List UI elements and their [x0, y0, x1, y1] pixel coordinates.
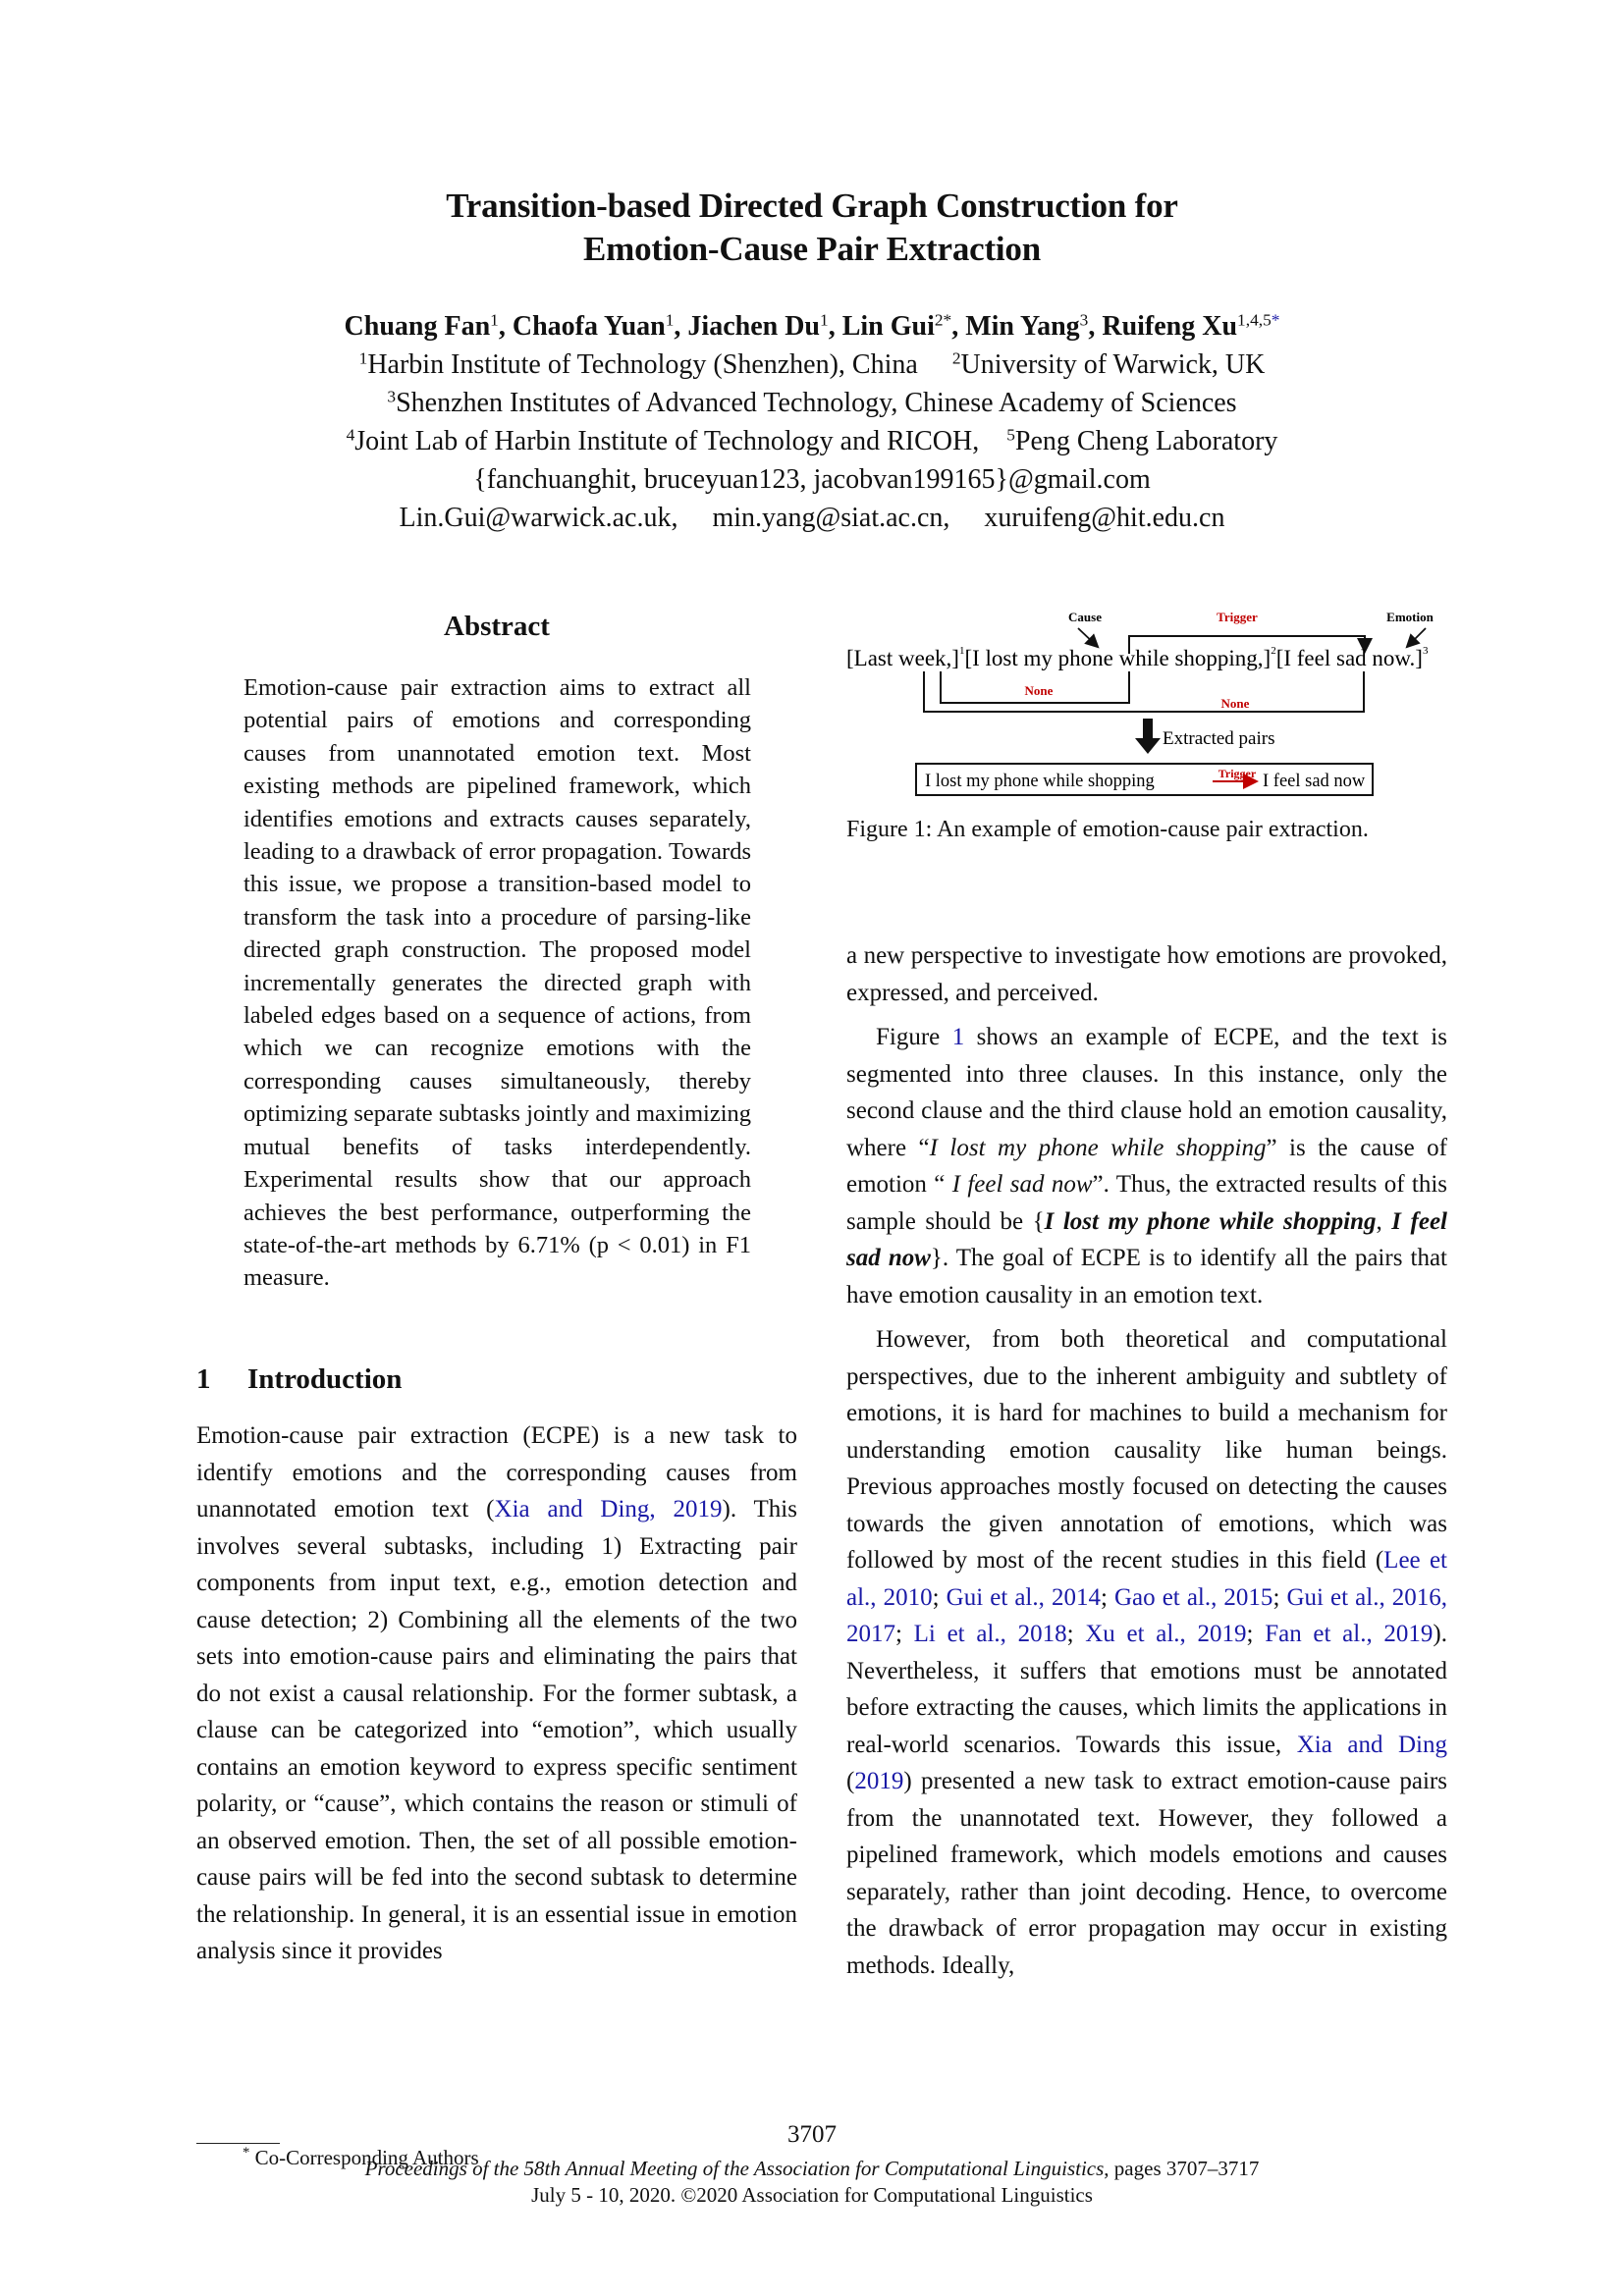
clause-3: [I feel sad now.] [1275, 646, 1423, 670]
affiliation: Shenzhen Institutes of Advanced Technology, Chinese Academy of Sciences [396, 388, 1237, 418]
paper-title [0, 185, 1624, 271]
title-line-1: Transition-based Directed Graph Construction for [446, 187, 1178, 225]
affiliation-mark: 2 [951, 348, 961, 368]
figure-reference-link[interactable]: 1 [951, 1024, 965, 1050]
paragraph-continuation: a new perspective to investigate how emotions are provoked, expressed, and perceived. [846, 942, 1447, 1006]
affiliation-mark: 5 [1006, 425, 1015, 445]
clause-index: 3 [1422, 645, 1429, 657]
right-column-text [846, 937, 1447, 1984]
emotion-label: Emotion [1386, 610, 1434, 624]
affiliation-mark: 4 [346, 425, 355, 445]
none-label-2: None [1220, 696, 1250, 711]
author-affiliation-mark: 1 [665, 310, 675, 330]
cause-arrow [1078, 628, 1097, 646]
page-number: 3707 [787, 2121, 837, 2148]
email-line-1: {fanchuanghit, bruceyuan123, jacobvan199165}@gmail.com [473, 464, 1151, 495]
cause-example: I lost my phone while shopping [929, 1134, 1267, 1161]
author-affiliation-mark: 1 [820, 310, 829, 330]
author: Ruifeng Xu [1102, 311, 1238, 342]
title-line-2: Emotion-Cause Pair Extraction [582, 230, 1042, 268]
text: Emotion-cause pair extraction (ECPE) is a new task to identify emotions and the corresponding causes from unannotated emotion text ( [196, 1422, 797, 1522]
pair-emotion: I feel sad now [1263, 772, 1366, 791]
affiliation: University of Warwick, UK [960, 349, 1266, 380]
pair-relation-label: Trigger [1218, 767, 1257, 780]
footnote-mark: * [243, 2144, 250, 2161]
affiliation: Harbin Institute of Technology (Shenzhen), China [367, 349, 918, 380]
citation-link[interactable]: Xia and Ding [1296, 1731, 1448, 1758]
extract-arrow-head [1135, 738, 1161, 754]
text: Figure [876, 1024, 952, 1050]
affiliation-mark: 3 [387, 387, 397, 406]
figure-1-diagram [846, 607, 1447, 803]
emotion-arrow [1408, 628, 1426, 646]
abstract-heading: Abstract [444, 611, 550, 642]
extracted-pairs-label: Extracted pairs [1163, 728, 1275, 749]
proceedings-line [0, 2156, 1624, 2182]
affiliation-mark: 1 [358, 348, 368, 368]
clause-1: [Last week,] [846, 646, 959, 670]
proceedings-footer [0, 2156, 1624, 2209]
citation-link[interactable]: Xia and Ding, 2019 [494, 1496, 723, 1522]
emotion-example: I feel sad now [951, 1171, 1093, 1198]
affiliation-line-1 [0, 346, 1624, 384]
affiliation: Joint Lab of Harbin Institute of Technology and RICOH, [354, 426, 980, 456]
citation-link[interactable]: Gao et al., 2015 [1113, 1583, 1273, 1611]
section-title: Introduction [247, 1363, 403, 1395]
copyright-line: July 5 - 10, 2020. ©2020 Association for Computational Linguistics [531, 2183, 1093, 2207]
abstract-text: Emotion-cause pair extraction aims to extract all potential pairs of emotions and corresponding causes from unannotated emotion text. Most existing methods are pipelined framework, which identifies emotions and extracts causes separately, leading to a drawback of error propagation. Towards this issue, we propose a transition-based model to transform the task into a procedure of parsing-like directed graph construction. The proposed model incrementally generates the directed graph with labeled edges based on a sequence of actions, from which we can recognize emotions with the corresponding causes simultaneously, thereby optimizing separate subtasks jointly and maximizing mutual benefits of tasks interdependently. Experimental results show that our approach achieves the best performance, outperforming the state-of-the-art methods by 6.71% (p < 0.01) in F1 measure. [244, 674, 751, 1292]
affiliation-line-2 [0, 384, 1624, 422]
text: , [1376, 1207, 1392, 1235]
none-label-1: None [1024, 683, 1054, 698]
text: ) presented a new task to extract emotion-cause pairs from the unannotated text. However, they followed a pipelined framework, which models emotions and causes separately, rather than joint decoding. Hence, to overcome the drawback of error propagation may occur in existing methods. Ideally, [846, 1768, 1447, 1979]
clause-2: [I lost my phone while shopping,] [964, 646, 1272, 670]
citation-year-link[interactable]: 2019 [854, 1768, 904, 1794]
extract-arrow-shaft [1143, 719, 1153, 740]
text: }. The goal of ECPE is to identify all the pairs that have emotion causality in an emotion text. [846, 1245, 1447, 1308]
author: Lin Gui [841, 311, 935, 342]
introduction-paragraph-3: However, from both theoretical and computational perspectives, due to the inherent ambiguity and subtlety of emotions, it is hard for machines to build a mechanism for understanding emotion causality like human beings. Previous approaches mostly focused on detecting the causes towards the given annotation of emotions, which was followed by most of the recent studies in this field (Lee et al., 2010; Gui et al., 2014; Gao et al., 2015; Gui et al., 2016, 2017; Li et al., 2018; Xu et al., 2019; Fan et al., 2019). Nevertheless, it suffers that emotions must be annotated before extracting the causes, which limits the applications in real-world scenarios. Towards this issue, Xia and Ding (2019) presented a new task to extract emotion-cause pairs from the unannotated text. However, they followed a pipelined framework, which models emotions and causes separately, rather than joint decoding. Hence, to overcome the drawback of error propagation may occur in existing methods. Ideally, [846, 1326, 1448, 1979]
affiliation-numbers: 1,4,5 [1237, 310, 1272, 330]
venue-name: Proceedings of the 58th Annual Meeting of the Association for Computational Linguistics [364, 2157, 1105, 2180]
page-range: , pages 3707–3717 [1104, 2157, 1260, 2180]
text: shows an example of ECPE, and the text is segmented into three clauses. In this instance, only the second clause and the third clause hold an emotion causality, where “ [846, 1024, 1447, 1161]
citation-link[interactable]: Fan et al., 2019 [1265, 1621, 1434, 1647]
author-affiliation-mark: 2* [934, 310, 952, 330]
email-line-2: Lin.Gui@warwick.ac.uk, min.yang@siat.ac.cn, xuruifeng@hit.edu.cn [399, 503, 1225, 533]
footnote-text: Co-Corresponding Authors [254, 2146, 479, 2169]
cause-label: Cause [1068, 610, 1102, 624]
citation-link[interactable]: Xu et al., 2019 [1085, 1621, 1247, 1647]
trigger-label: Trigger [1217, 610, 1258, 624]
text: ). This involves several subtasks, including 1) Extracting pair components from input text, e.g., emotion detection and cause detection; 2) Combining all the elements of the two sets into emotion-cause pairs and eliminating the pairs that do not exist a causal relationship. For the former subtask, a clause can be categorized into “emotion”, which usually contains an emotion keyword to express specific sentiment polarity, or “cause”, which contains the reason or stimuli of an observed emotion. Then, the set of all possible emotion-cause pairs will be fed into the second subtask to determine the relationship. In general, it is an essential issue in emotion analysis since it provides [196, 1496, 797, 1964]
pair-cause: I lost my phone while shopping [925, 772, 1155, 791]
text: ” is the cause of emotion “ [846, 1134, 1448, 1198]
author: Min Yang [965, 311, 1080, 342]
clause-index: 2 [1271, 645, 1276, 657]
author: Chaofa Yuan [512, 311, 666, 342]
none-edge-2 [924, 671, 1364, 712]
citation-link[interactable]: Gui et al., 2016, 2017 [846, 1583, 1448, 1647]
author-affiliation-mark [1237, 310, 1279, 329]
citation-link[interactable]: Lee et al., 2010 [846, 1547, 1447, 1611]
corresponding-star-link[interactable]: * [1271, 310, 1280, 330]
introduction-paragraph-1 [196, 1417, 797, 1970]
author: Jiachen Du [687, 311, 820, 342]
figure-caption: Figure 1: An example of emotion-cause pair extraction. [846, 817, 1369, 842]
introduction-paragraph-2 [846, 1019, 1447, 1313]
pair-emotion-text: I feel sad now [846, 1207, 1447, 1271]
section-heading [196, 1363, 402, 1396]
author: Chuang Fan [344, 311, 491, 342]
pair-cause-text: I lost my phone while shopping [1044, 1207, 1377, 1235]
text: ). Nevertheless, it suffers that emotions must be annotated before extracting the causes, which limits the applications in real-world scenarios. Towards this issue, [846, 1621, 1447, 1758]
clause-sentence [846, 645, 1429, 670]
affiliation-line-3 [0, 422, 1624, 460]
author-list: Chuang Fan$^1$, Chaofa Yuan$^1$, Jiachen Du$^1$, Lin Gui$^{2*}$, Min Yang$^3$, Ruifeng $Xu^{1,4,5*}$ [344, 310, 1280, 342]
affiliations [0, 346, 1624, 537]
text: However, from both theoretical and computational perspectives, due to the inherent ambiguity and subtlety of emotions, it is hard for machines to build a mechanism for understanding emotion causality like human beings. Previous approaches mostly focused on detecting the causes towards the given annotation of emotions, which was followed by most of the recent studies in this field ( [846, 1326, 1447, 1574]
citation-link[interactable]: Gui et al., 2014 [946, 1583, 1101, 1611]
figure-1 [846, 607, 1447, 803]
author-affiliation-mark: 1 [490, 310, 499, 330]
affiliation: Peng Cheng Laboratory [1014, 426, 1278, 456]
section-number: 1 [196, 1363, 211, 1395]
clause-index: 1 [958, 645, 965, 657]
citation-link[interactable]: Li et al., 2018 [913, 1621, 1067, 1647]
text: ”. Thus, the extracted results of this sample should be { [846, 1171, 1447, 1235]
author-affiliation-mark: 3 [1079, 310, 1089, 330]
